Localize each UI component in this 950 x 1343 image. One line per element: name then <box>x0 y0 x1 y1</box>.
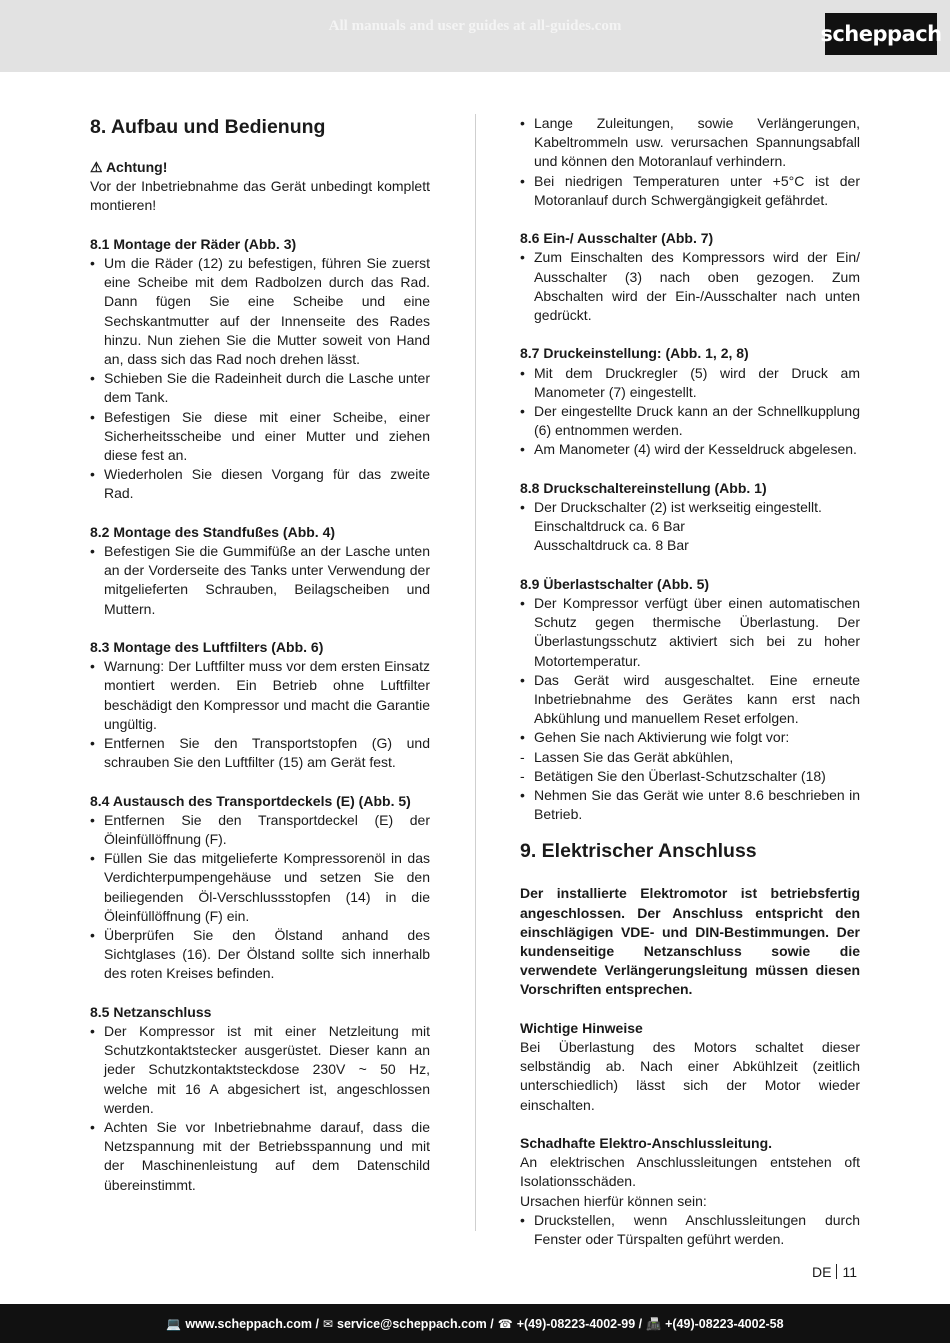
hint-text: Bei Überlastung des Motors schaltet dieser selbständig ab. Nach einer Abkühlzeit (zeitlich unterschiedlich) lässt sich der Motor wieder einschalten. <box>520 1039 860 1113</box>
mail-icon: ✉ <box>322 1316 334 1331</box>
heading-8-4: 8.4 Austausch des Transportdeckels (E) (Abb. 5) <box>90 792 411 809</box>
list-8-9 <box>520 594 860 824</box>
fax-icon: 📠 <box>646 1316 662 1331</box>
list-defects <box>520 1211 860 1249</box>
warning-text: Vor der Inbetriebnahme das Gerät unbedingt komplett montieren! <box>90 178 430 214</box>
heading-8-7: 8.7 Druckeinstellung: (Abb. 1, 2, 8) <box>520 345 749 362</box>
warning-heading: ⚠ Achtung! <box>90 159 168 175</box>
list-item: • Der Kompressor verfügt über einen automatischen Schutz gegen thermische Überlastung. Der Überlastungsschutz aktiviert sich bei zu hoher Motortemperatur. <box>520 594 860 671</box>
section-title-9: 9. Elektrischer Anschluss <box>520 840 757 863</box>
list-item: • Um die Räder (12) zu befestigen, führen Sie zuerst eine Scheibe mit dem Radbolzen durch das Rad. Dann fügen Sie eine Scheibe und eine Sechskantmutter auf der Innenseite des Rades hinzu. Nun ziehen Sie die Mutter soweit von Hand an, dass sich das Rad noch drehen lässt. <box>90 254 430 369</box>
list-item: • Überprüfen Sie den Ölstand anhand des Sichtglases (16). Der Ölstand sollte sich innerhalb des roten Kreises befinden. <box>90 926 430 984</box>
list-8-2 <box>90 542 430 619</box>
defect-text-1: An elektrischen Anschlussleitungen entstehen oft Isolationsschäden. <box>520 1154 860 1190</box>
page-footer <box>0 1304 950 1343</box>
footer-fax: +(49)-08223-4002-58 <box>665 1316 784 1331</box>
list-continued <box>520 114 860 210</box>
phone-icon: ☎ <box>497 1316 513 1331</box>
footer-mail[interactable]: service@scheppach.com / <box>337 1316 494 1331</box>
section-title-8: 8. Aufbau und Bedienung <box>90 116 326 138</box>
list-item: • Druckstellen, wenn Anschlussleitungen durch Fenster oder Türspalten geführt werden. <box>520 1211 860 1249</box>
defect-text-2: Ursachen hierfür können sein: <box>520 1192 707 1209</box>
left-column <box>90 114 430 1195</box>
dash-item: - Betätigen Sie den Überlast-Schutzschalter (18) <box>520 767 860 786</box>
dash-item: - Lassen Sie das Gerät abkühlen, <box>520 748 860 767</box>
list-item: • Gehen Sie nach Aktivierung wie folgt vor: <box>520 728 860 747</box>
footer-web[interactable]: www.scheppach.com / <box>185 1316 319 1331</box>
computer-icon: 💻 <box>166 1316 182 1331</box>
list-item: • Entfernen Sie den Transportdeckel (E) der Öleinfüllöffnung (F). <box>90 811 430 849</box>
electric-intro: Der installierte Elektromotor ist betriebsfertig angeschlossen. Der Anschluss entspricht den einschlägigen VDE- und DIN-Bestimmungen. Der kundenseitige Netzanschluss sowie die verwendete Verlängerungsleitung müssen diesen Vorschriften entsprechen. <box>520 885 860 998</box>
heading-8-6: 8.6 Ein-/ Ausschalter (Abb. 7) <box>520 230 714 247</box>
list-item: • Befestigen Sie diese mit einer Scheibe, einer Sicherheitsscheibe und einer Mutter und ziehen diese fest an. <box>90 408 430 466</box>
heading-8-9: 8.9 Überlastschalter (Abb. 5) <box>520 575 710 592</box>
list-item: • Der eingestellte Druck kann an der Schnellkupplung (6) entnommen werden. <box>520 402 860 440</box>
list-item: • Zum Einschalten des Kompressors wird der Ein/ Ausschalter (3) nach oben gezogen. Zum Abschalten wird der Ein-/Ausschalter nach unten gedrückt. <box>520 248 860 325</box>
watermark-text: All manuals and user guides at all-guides.com <box>328 18 622 34</box>
list-item: • Der Druckschalter (2) ist werkseitig eingestellt. Einschaltdruck ca. 6 Bar Ausschaltdruck ca. 8 Bar <box>520 498 860 556</box>
list-item: • Befestigen Sie die Gummifüße an der Lasche unten an der Vorderseite des Tanks unter Verwendung der mitgelieferten Schrauben, Beilagscheiben und Muttern. <box>90 542 430 619</box>
list-item: • Entfernen Sie den Transportstopfen (G) und schrauben Sie den Luftfilter (15) am Gerät fest. <box>90 734 430 772</box>
list-item: • Wiederholen Sie diesen Vorgang für das zweite Rad. <box>90 465 430 503</box>
list-item: • Bei niedrigen Temperaturen unter +5°C ist der Motoranlauf durch Schwergängigkeit gefährdet. <box>520 172 860 210</box>
right-column <box>520 114 860 1249</box>
list-item: • Das Gerät wird ausgeschaltet. Eine erneute Inbetriebnahme des Gerätes kann erst nach Abkühlung und manuellem Reset erfolgen. <box>520 671 860 729</box>
list-8-5 <box>90 1022 430 1195</box>
list-8-6 <box>520 248 860 325</box>
list-8-7 <box>520 364 860 460</box>
list-item: • Schieben Sie die Radeinheit durch die Lasche unter dem Tank. <box>90 369 430 407</box>
scheppach-logo: scheppach <box>825 13 937 55</box>
footer-phone: +(49)-08223-4002-99 / <box>516 1316 643 1331</box>
heading-8-5: 8.5 Netzanschluss <box>90 1003 212 1020</box>
list-item: • Füllen Sie das mitgelieferte Kompressorenöl in das Verdichterpumpengehäuse und setzen Sie den beiliegenden Öl-Verschlussstopfen (14) in die Öleinfüllöffnung (F) ein. <box>90 849 430 926</box>
list-item: • Am Manometer (4) wird der Kesseldruck abgelesen. <box>520 440 860 459</box>
heading-8-8: 8.8 Druckschaltereinstellung (Abb. 1) <box>520 479 767 496</box>
list-item: • Mit dem Druckregler (5) wird der Druck am Manometer (7) eingestellt. <box>520 364 860 402</box>
list-item: • Achten Sie vor Inbetriebnahme darauf, dass die Netzspannung mit der Betriebsspannung und mit der Maschinenleistung auf dem Datenschild übereinstimmt. <box>90 1118 430 1195</box>
warning-icon: ⚠ <box>90 159 103 175</box>
list-item: • Warnung: Der Luftfilter muss vor dem ersten Einsatz montiert werden. Ein Betrieb ohne Luftfilter beschädigt den Kompressor und macht die Garantie ungültig. <box>90 657 430 734</box>
list-item: • Lange Zuleitungen, sowie Verlängerungen, Kabeltrommeln usw. verursachen Spannungsabfall und können den Motoranlauf verhindern. <box>520 114 860 172</box>
list-8-8 <box>520 498 860 556</box>
heading-8-3: 8.3 Montage des Luftfilters (Abb. 6) <box>90 639 324 656</box>
defect-heading: Schadhafte Elektro-Anschlussleitung. <box>520 1135 773 1152</box>
page-number: DE 11 <box>812 1264 857 1280</box>
column-divider <box>475 114 476 1231</box>
page-header <box>0 0 950 72</box>
list-8-1 <box>90 254 430 504</box>
list-8-3 <box>90 657 430 772</box>
list-item: • Der Kompressor ist mit einer Netzleitung mit Schutzkontaktstecker ausgerüstet. Dieser kann an jeder Schutzkontaktsteckdose 230V ~ 50 Hz, welche mit 16 A abgesichert ist, angeschlossen werden. <box>90 1022 430 1118</box>
heading-8-2: 8.2 Montage des Standfußes (Abb. 4) <box>90 523 336 540</box>
list-8-4 <box>90 811 430 984</box>
list-item: • Nehmen Sie das Gerät wie unter 8.6 beschrieben in Betrieb. <box>520 786 860 824</box>
hint-heading: Wichtige Hinweise <box>520 1019 643 1036</box>
heading-8-1: 8.1 Montage der Räder (Abb. 3) <box>90 235 297 252</box>
